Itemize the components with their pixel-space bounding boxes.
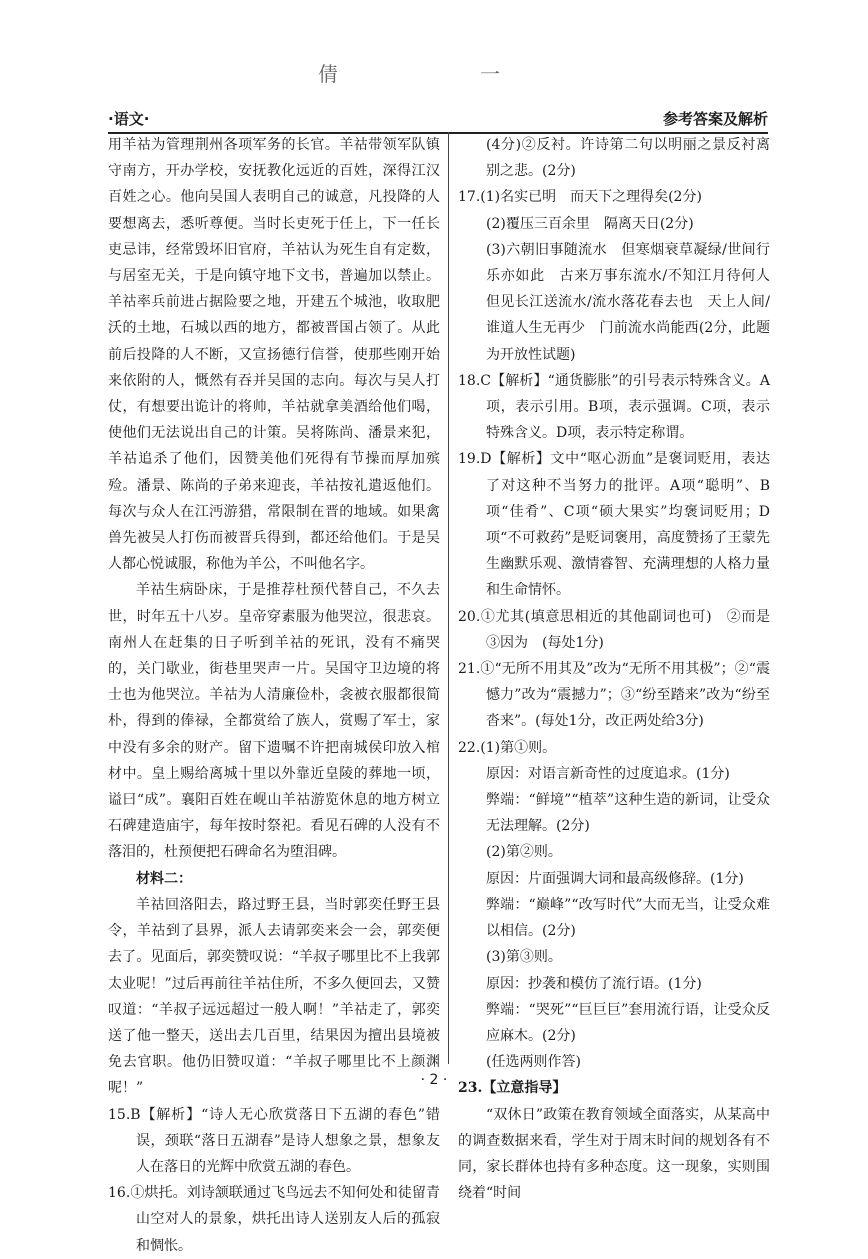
- answer-16: 16.①烘托。刘诗颔联通过飞鸟远去不知何处和徒留青山空对人的景象，烘托出诗人送别友人后的孤寂和惆怅。: [108, 1185, 440, 1254]
- answer-17-1: 17.(1)名实已明 而天下之理得矣(2分): [458, 189, 702, 206]
- answer-22-3-reason: 原因：抄袭和模仿了流行语。(1分): [486, 975, 702, 992]
- answer-22-1-reason: 原因：对语言新奇性的过度追求。(1分): [486, 765, 730, 782]
- column-divider: [448, 132, 449, 1064]
- section-title: 参考答案及解析: [662, 110, 768, 128]
- answer-21: 21.①“无所不用其及”改为“无所不用其极”；②“震憾力”改为“震撼力”；③“纷至踏来”改为“纷至沓来”。(每处1分，改正两处给3分): [458, 661, 770, 730]
- answer-17-2: (2)覆压三百余里 隔离天日(2分): [486, 215, 694, 232]
- answer-22-3-drawback: 弊端：“哭死”“巨巨巨”套用流行语，让受众反应麻木。(2分): [486, 1001, 770, 1044]
- answer-22-1-drawback: 弊端：“鲜境”“植萃”这种生造的新词，让受众无法理解。(2分): [486, 792, 770, 835]
- answer-22-3: (3)第③则。: [486, 949, 562, 966]
- answer-18: 18.C【解析】“通货膨胀”的引号表示特殊含义。A项，表示引用。B项，表示强调。C项，表示特殊含义。D项，表示特定称谓。: [458, 372, 770, 442]
- answer-22-2-reason: 原因：片面强调大词和最高级修辞。(1分): [486, 870, 744, 887]
- page-number: · 2 ·: [420, 1072, 448, 1088]
- answer-23-heading: 23.【立意指导】: [458, 1080, 567, 1097]
- translation-paragraph-2: 羊祜生病卧床，于是推荐杜预代替自己，不久去世，时年五十八岁。皇帝穿素服为他哭泣，很悲哀。南州人在赶集的日子听到羊祜的死讯，没有不痛哭的，关门歇业，街巷里哭声一片。吴国守卫边境的将士也为他哭泣。羊祜为人清廉俭朴，衾被衣服都很简朴，得到的俸禄，全都赏给了族人，赏赐了军士，家中没有多余的财产。留下遗嘱不许把南城侯印放入棺材中。皇上赐给离城十里以外靠近皇陵的葬地一顷，谥曰“成”。襄阳百姓在岘山羊祜游览休息的地方树立石碑建造庙宇，每年按时祭祀。看见石碑的人没有不落泪的，杜预便把石碑命名为堕泪碑。: [108, 582, 440, 861]
- answer-20: 20.①尤其(填意思相近的其他副词也可) ②而是 ③因为 (每处1分): [458, 608, 784, 651]
- answer-22-2: (2)第②则。: [486, 844, 562, 861]
- translation-paragraph-3: 羊祜回洛阳去，路过野王县，当时郭奕任野王县令，羊祜到了县界，派人去请郭奕来会一会，郭奕便去了。见面后，郭奕赞叹说：“羊叔子哪里比不上我郭太业呢！”过后再前往羊祜住所，不多久便回去，又赞叹道：“羊叔子远远超过一般人啊！”羊祜走了，郭奕送了他一整天，送出去几百里，结果因为擅出县境被免去官职。他仍旧赞叹道：“羊叔子哪里比不上颜渊呢！”: [108, 896, 440, 1097]
- answer-22-1: 22.(1)第①则。: [458, 739, 557, 756]
- top-scan-mark: 倩: [318, 62, 340, 86]
- answer-15: 15.B【解析】“诗人无心欣赏落日下五湖的春色”错误，颈联“落日五湖春”是诗人想象之景，想象友人在落日的光辉中欣赏五湖的春色。: [108, 1106, 440, 1175]
- answer-23-paragraph: “双休日”政策在教育领域全面落实，从某高中的调查数据来看，学生对于周末时间的规划各有不同，家长群体也持有多种态度。这一现象，实则围绕着“时间: [458, 1106, 770, 1202]
- top-scan-mark-2: 一: [480, 62, 500, 86]
- answer-16-continued: (4分)②反衬。许诗第二句以明丽之景反衬离别之悲。(2分): [486, 137, 770, 180]
- answer-17-3: (3)六朝旧事随流水 但寒烟衰草凝绿/世间行乐亦如此 古来万事东流水/不知江月待何人 但见长江送流水/流水落花春去也 天上人间/谁道人生无再少 门前流水尚能西(2分，此题为开放性试题): [486, 241, 784, 363]
- left-column: [108, 132, 440, 1259]
- answer-22-note: (任选两则作答): [486, 1054, 581, 1071]
- right-column: [458, 132, 784, 1206]
- page-header: [108, 108, 768, 134]
- answer-19: 19.D【解析】文中“呕心沥血”是褒词贬用，表达了对这种不当努力的批评。A项“聪明”、B项“佳肴”、C项“硕大果实”均褒词贬用；D项“不可救药”是贬词褒用，高度赞扬了王蒙先生幽默乐观、激情睿智、充满理想的人格力量和生命情怀。: [458, 451, 770, 599]
- subject-label: ·语文·: [108, 110, 150, 128]
- translation-paragraph-1: 用羊祜为管理荆州各项军务的长官。羊祜带领军队镇守南方，开办学校，安抚教化远近的百姓，深得江汉百姓之心。他向吴国人表明自己的诚意，凡投降的人要想离去，悉听尊便。当时长吏死于任上，下一任长吏忌讳，经常毁坏旧官府，羊祜认为死生自有定数，与居室无关，于是向镇守地下文书，普遍加以禁止。羊祜率兵前进占据险要之地，开建五个城池，收取肥沃的土地，石城以西的地方，都被晋国占领了。从此前后投降的人不断，又宣扬德行信誉，使那些刚开始来依附的人，慨然有吞并吴国的志向。每次与吴人打仗，有想要出诡计的将帅，羊祜就拿美酒给他们喝，使他们无法说出自己的计策。吴将陈尚、潘景来犯，羊祜追杀了他们，因赞美他们死得有节操而厚加殡殓。潘景、陈尚的子弟来迎丧，羊祜按礼遣返他们。每次与众人在江沔游猎，常限制在晋的地域。如果禽兽先被吴人打伤而被晋兵得到，都还给他们。于是吴人都心悦诚服，称他为羊公，不叫他名字。: [108, 137, 440, 573]
- material-2-heading: 材料二：: [136, 870, 192, 887]
- answer-22-2-drawback: 弊端：“巅峰”“改写时代”大而无当，让受众难以相信。(2分): [486, 896, 770, 940]
